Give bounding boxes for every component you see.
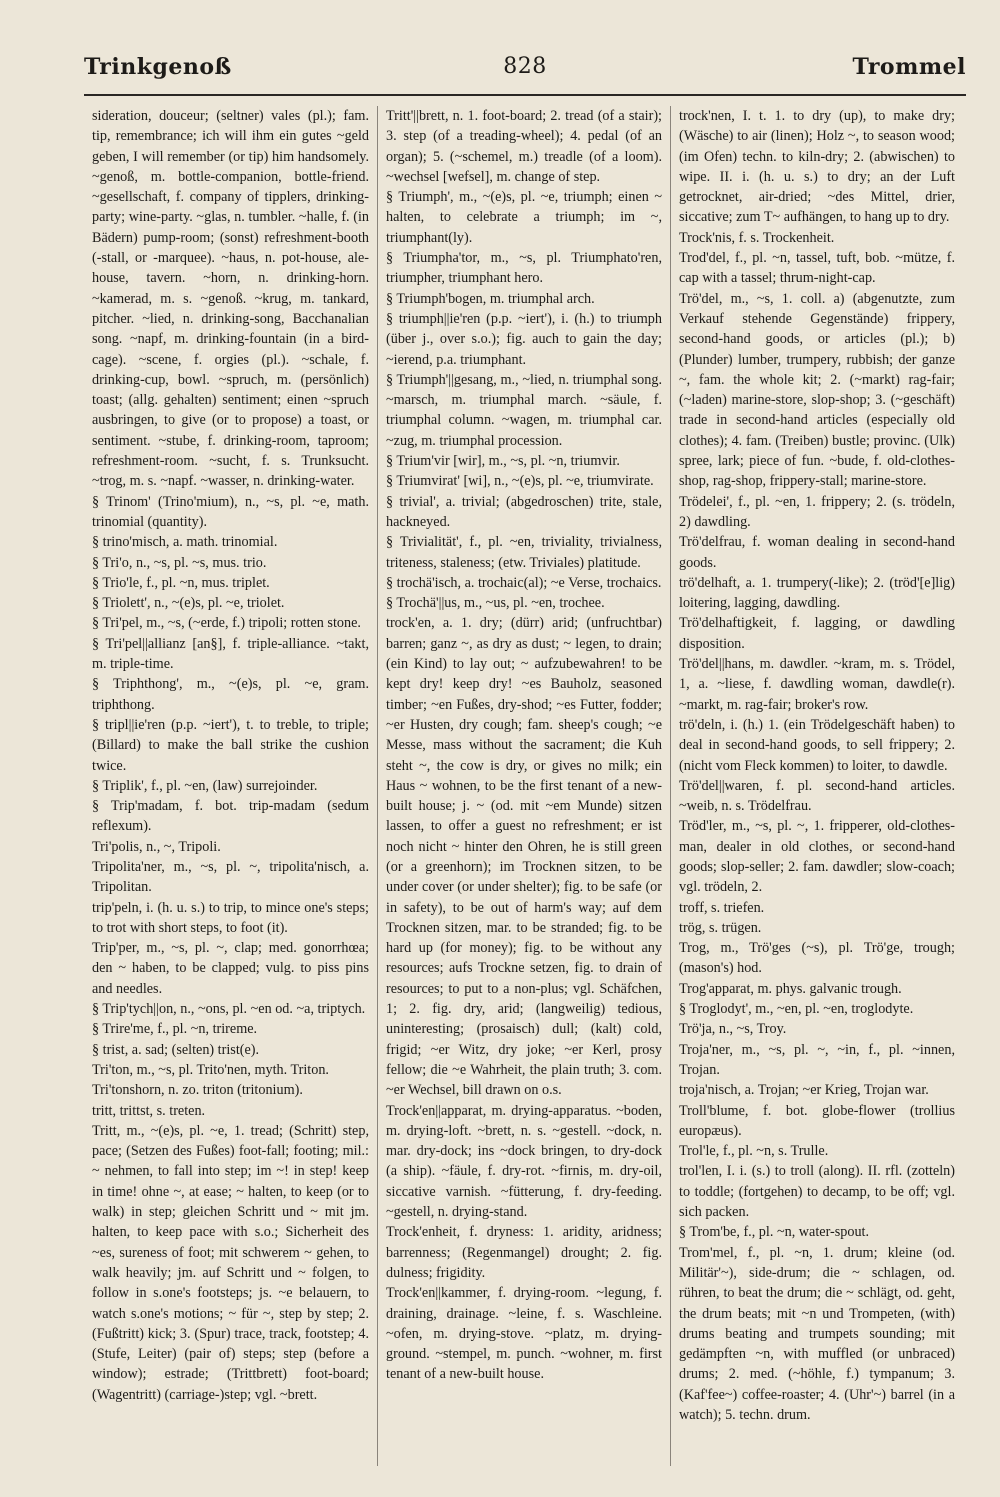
dictionary-entry: § Tri'pel||allianz [an§], f. triple-alliance. ~takt, m. triple-time. — [92, 635, 369, 673]
dictionary-entry: Trod'del, f., pl. ~n, tassel, tuft, bob. ~mütze, f. cap with a tassel; thrum-night-cap. — [679, 250, 955, 287]
dictionary-entry: Trock'en||kammer, f. drying-room. ~legung, f. draining, drainage. ~leine, f. s. Waschleine. ~ofen, m. drying-stove. ~platz, m. drying-ground. ~stempel, m. punch. ~wohner, m. first tenant of a new-built house. — [386, 1285, 662, 1383]
dictionary-entry: Trö'del||hans, m. dawdler. ~kram, m. s. Trödel, 1, a. ~liese, f. dawdling woman, dawdle(r). ~markt, m. rag-fair; broker's row. — [679, 656, 955, 713]
dictionary-entry: § Triumph'bogen, m. triumphal arch. — [386, 290, 595, 307]
header-right-guideword: Trommel — [852, 54, 966, 80]
dictionary-entry: Trödelei', f., pl. ~en, 1. frippery; 2. (s. trödeln, 2) dawdling. — [679, 493, 955, 530]
column-middle — [377, 106, 670, 1466]
dictionary-entry: trip'peln, i. (h. u. s.) to trip, to mince one's steps; to trot with short steps, to foot (it). — [92, 899, 369, 936]
dictionary-entry: § Tri'o, n., ~s, pl. ~s, mus. trio. — [92, 554, 267, 571]
dictionary-entry: § trino'misch, a. math. trinomial. — [92, 534, 278, 551]
dictionary-entry: Troll'blume, f. bot. globe-flower (trollius europæus). — [679, 1102, 955, 1139]
dictionary-entry: § Triumph'||gesang, m., ~lied, n. triumphal song. ~marsch, m. triumphal march. ~säule, f. triumphal column. ~wagen, m. triumphal car. ~zug, m. triumphal procession. — [386, 371, 662, 449]
dictionary-entry: trö'deln, i. (h.) 1. (ein Trödelgeschäft haben) to deal in second-hand goods, to sell frippery; 2. (nicht vom Fleck kommen) to loiter, to dawdle. — [679, 716, 955, 774]
dictionary-entry: troff, s. triefen. — [679, 899, 765, 916]
dictionary-entry: Trö'ja, n., ~s, Troy. — [679, 1021, 787, 1038]
header-left-guideword: Trinkgenoß — [84, 54, 232, 80]
dictionary-entry: § tripl||ie'ren (p.p. ~iert'), t. to treble, to triple; (Billard) to make the ball strike the cushion twice. — [92, 716, 369, 774]
dictionary-entry: § trochä'isch, a. trochaic(al); ~e Verse, trochaics. — [386, 574, 662, 591]
dictionary-entry: Tritt'||brett, n. 1. foot-board; 2. tread (of a stair); 3. step (of a treading-wheel); 4. pedal (of an organ); 5. (~schemel, m.) treadle (of a loom). ~wechsel [wefsel], m. change of step. — [386, 108, 662, 185]
dictionary-entry: Trock'en||apparat, m. drying-apparatus. ~boden, m. drying-loft. ~brett, n. s. ~gestell. ~dock, n. mar. dry-dock; ins ~dock bringen, to dry-dock (a ship). ~fäule, f. dry-rot. ~firnis, m. dry-oil, siccative varnish. ~fütterung, f. dry-feeding. ~gestell, n. drying-stand. — [386, 1102, 662, 1221]
dictionary-entry: Tri'ton, m., ~s, pl. Trito'nen, myth. Triton. — [92, 1061, 329, 1078]
dictionary-entry: trock'en, a. 1. dry; (dürr) arid; (unfruchtbar) barren; ganz ~, as dry as dust; ~ legen, to drain; (ein Kind) to lay out; ~ aufzubewahren! to be kept dry! keep dry! ~es Bauholz, seasoned timber; ~en Fußes, dry-shod; ~es Futter, fodder; ~er Husten, dry cough; fam. sheep's cough; ~e Messe, mass without the sacrament; die Kuh steht ~, the cow is dry, or gives no milk; ein Haus ~ wohnen, to be the first tenant of a new-built house; j. ~ (od. mit ~em Munde) sitzen lassen, to offer a guest no refreshment; er ist noch nicht ~ hinter den Ohren, he is still green (or a greenhorn); im Trocknen sitzen, to be under cover (or under shelter); fig. to be safe (or in safety), to be out of harm's way; auf dem Trocknen sitzen, mar. to be stranded; fig. to be hard up (for money); fig. to be without any resources; aufs Trockne setzen, fig. to drain of resources; to put to a non-plus; vgl. Schäfchen, 1; 2. fig. dry, arid; (langweilig) tedious, uninteresting; (prosaisch) dull; (kalt) cold, frigid; ~er Witz, dry joke; ~er Kerl, prosy fellow; die ~e Wahrheit, the plain truth; 3. com. ~er Wechsel, bill drawn on o.s. — [386, 615, 662, 1099]
dictionary-entry: § Troglodyt', m., ~en, pl. ~en, troglodyte. — [679, 1001, 914, 1018]
column-left — [84, 106, 377, 1466]
dictionary-entry: § Trinom' (Trino'mium), n., ~s, pl. ~e, math. trinomial (quantity). — [92, 493, 369, 530]
running-head — [84, 54, 966, 94]
dictionary-entry: § Triolett', n., ~(e)s, pl. ~e, triolet. — [92, 595, 285, 612]
columns — [84, 106, 966, 1466]
dictionary-entry: Trö'delhaftigkeit, f. lagging, or dawdling disposition. — [679, 615, 955, 652]
dictionary-entry: § Triphthong', m., ~(e)s, pl. ~e, gram. triphthong. — [92, 676, 369, 713]
dictionary-entry: § triumph||ie'ren (p.p. ~iert'), i. (h.) to triumph (über j., over s.o.); fig. auch to gain the day; ~ierend, p.a. triumphant. — [386, 310, 662, 368]
dictionary-entry: trock'nen, I. t. 1. to dry (up), to make dry; (Wäsche) to air (linen); Holz ~, to season wood; (im Ofen) techn. to kiln-dry; 2. (abwischen) to wipe. II. i. (h. u. s.) to dry; an der Luft getrocknet, air-dried; ~des Mittel, drier, siccative; zum T~ aufhängen, to hang up to dry. — [679, 108, 955, 226]
dictionary-entry: Trock'nis, f. s. Trockenheit. — [679, 229, 835, 246]
dictionary-entry: Troja'ner, m., ~s, pl. ~, ~in, f., pl. ~innen, Trojan. — [679, 1041, 955, 1078]
dictionary-entry: § Trip'madam, f. bot. trip-madam (sedum reflexum). — [92, 798, 369, 835]
dictionary-entry: § Trium'vir [wir], m., ~s, pl. ~n, triumvir. — [386, 453, 620, 470]
dictionary-entry: § Triplik', f., pl. ~en, (law) surrejoinder. — [92, 777, 318, 794]
dictionary-entry: Tripolita'ner, m., ~s, pl. ~, tripolita'nisch, a. Tripolitan. — [92, 858, 369, 896]
dictionary-entry: Tri'polis, n., ~, Tripoli. — [92, 838, 221, 855]
dictionary-entry: § trist, a. sad; (selten) trist(e). — [92, 1041, 260, 1058]
dictionary-entry: § Trom'be, f., pl. ~n, water-spout. — [679, 1224, 870, 1241]
dictionary-entry: § Trire'me, f., pl. ~n, trireme. — [92, 1021, 258, 1038]
dictionary-entry: Trip'per, m., ~s, pl. ~, clap; med. gonorrhœa; den ~ haben, to be clapped; vulg. to piss pins and needles. — [92, 940, 369, 997]
dictionary-entry: Trog, m., Trö'ges (~s), pl. Trö'ge, trough; (mason's) hod. — [679, 940, 955, 977]
dictionary-entry: § Trip'tych||on, n., ~ons, pl. ~en od. ~a, triptych. — [92, 1001, 366, 1018]
dictionary-entry: § Trochä'||us, m., ~us, pl. ~en, trochee. — [386, 595, 605, 612]
dictionary-entry: Trock'enheit, f. dryness: 1. aridity, aridness; barrenness; (Regenmangel) drought; 2. fig. dulness; frigidity. — [386, 1224, 662, 1281]
dictionary-entry: Tri'tonshorn, n. zo. triton (tritonium). — [92, 1082, 303, 1099]
dictionary-entry: Trom'mel, f., pl. ~n, 1. drum; kleine (od. Militär'~), side-drum; die ~ schlagen, od. rühren, to beat the drum; die ~ schlägt, od. geht, the drum beats; mit ~n und Trompeten, (with) drums beating and trumpets sounding; mit gedämpften ~n, with muffled (or unbraced) drums; 2. med. (~höhle, f.) tympanum; 3. (Kaf'fee~) coffee-roaster; 4. (Uhr'~) barrel (in a watch); 5. techn. drum. — [679, 1244, 955, 1423]
dictionary-entry: Tröd'ler, m., ~s, pl. ~, 1. fripperer, old-clothes-man, dealer in old clothes, or second-hand goods; slop-seller; 2. fam. dawdler; slow-coach; vgl. trödeln, 2. — [679, 818, 955, 896]
dictionary-entry: trö'delhaft, a. 1. trumpery(-like); 2. (tröd'[e]lig) loitering, lagging, dawdling. — [679, 574, 955, 612]
dictionary-entry: troja'nisch, a. Trojan; ~er Krieg, Trojan war. — [679, 1082, 929, 1099]
dictionary-entry: § Trio'le, f., pl. ~n, mus. triplet. — [92, 574, 270, 591]
dictionary-entry: Trö'delfrau, f. woman dealing in second-hand goods. — [679, 534, 955, 571]
header-rule — [84, 94, 966, 96]
dictionary-entry: § trivial', a. trivial; (abgedroschen) trite, stale, hackneyed. — [386, 493, 662, 530]
dictionary-entry: tritt, trittst, s. treten. — [92, 1102, 206, 1119]
dictionary-entry: § Trivialität', f., pl. ~en, triviality, trivialness, triteness, staleness; (etw. Triviales) platitude. — [386, 534, 662, 571]
dictionary-entry: Trog'apparat, m. phys. galvanic trough. — [679, 980, 902, 997]
dictionary-entry: § Triumvirat' [wi], n., ~(e)s, pl. ~e, triumvirate. — [386, 473, 654, 490]
dictionary-entry: Tritt, m., ~(e)s, pl. ~e, 1. tread; (Schritt) step, pace; (Setzen des Fußes) foot-fall; footing; mil.: ~ nehmen, to fall into step; im ~! in step! keep in time! ohne ~, at ease; ~ halten, to keep (or to walk) in step; gleichen Schritt und ~ mit jm. halten, to keep pace with s.o.; Sicherheit des ~es, sureness of foot; mit schwerem ~ gehen, to walk heavily; jm. auf Schritt und ~ folgen, to follow in s.one's footsteps; js. ~e belauern, to watch s.one's motions; ~ für ~, step by step; 2. (Fußtritt) kick; 3. (Spur) trace, track, footstep; 4. (Stufe, Leiter) (pair of) steps; step (before a window); estrade; (Trittbrett) foot-board; (Wagentritt) (carriage-)step; vgl. ~brett. — [92, 1122, 369, 1403]
dictionary-entry: trög, s. trügen. — [679, 919, 762, 936]
dictionary-entry: Trö'del, m., ~s, 1. coll. a) (abgenutzte, zum Verkauf stehende Gegenstände) frippery, second-hand goods, or articles (pl.); b) (Plunder) lumber, trumpery, rubbish; der ganze ~, fam. the whole kit; 2. (~markt) rag-fair; (~laden) marine-store, slop-shop; 3. (~geschäft) trade in second-hand articles (especially old clothes); 4. fam. (Treiben) bustle; provinc. (Ulk) spree, lark; piece of fun. ~bude, f. old-clothes-shop, rag-shop, frippery-stall; marine-store. — [679, 290, 955, 490]
dictionary-entry: Trö'del||waren, f. pl. second-hand articles. ~weib, n. s. Trödelfrau. — [679, 777, 955, 815]
page-number: 828 — [503, 54, 547, 79]
dictionary-entry: § Tri'pel, m., ~s, (~erde, f.) tripoli; rotten stone. — [92, 615, 361, 632]
dictionary-entry: § Triumpha'tor, m., ~s, pl. Triumphato'ren, triumpher, triumphant hero. — [386, 250, 662, 287]
dictionary-entry: § Triumph', m., ~(e)s, pl. ~e, triumph; einen ~ halten, to celebrate a triumph; im ~, triumphant(ly). — [386, 189, 662, 246]
dictionary-entry: trol'len, I. i. (s.) to troll (along). II. rfl. (zotteln) to toddle; (fortgehen) to decamp, to be off; vgl. sich packen. — [679, 1163, 955, 1221]
column-right — [670, 106, 963, 1466]
dictionary-entry: Trol'le, f., pl. ~n, s. Trulle. — [679, 1143, 829, 1160]
dictionary-entry: sideration, douceur; (seltner) vales (pl.); fam. tip, remembrance; ich will ihm ein gutes ~geld geben, I will remember (or tip) him handsomely. ~genoß, m. bottle-companion, bottle-friend. ~gesellschaft, f. company of tipplers, drinking-party; wine-party. ~glas, n. tumbler. ~halle, f. (in Bädern) pump-room; (sonst) refreshment-booth (-stall, or -marquee). ~haus, n. pot-house, ale-house, tavern. ~horn, n. drinking-horn. ~kamerad, m. s. ~genoß. ~krug, m. tankard, pitcher. ~lied, n. drinking-song, Bacchanalian song. ~napf, m. drinking-fountain (in a bird-cage). ~scene, f. orgies (pl.). ~schale, f. drinking-cup, bowl. ~spruch, m. (persönlich) toast; (allg. gehalten) sentiment; einen ~spruch ausbringen, to give (or to propose) a toast, or sentiment. ~stube, f. drinking-room, taproom; refreshment-room. ~sucht, f. s. Trunksucht. ~trog, m. s. ~napf. ~wasser, n. drinking-water. — [92, 108, 369, 490]
